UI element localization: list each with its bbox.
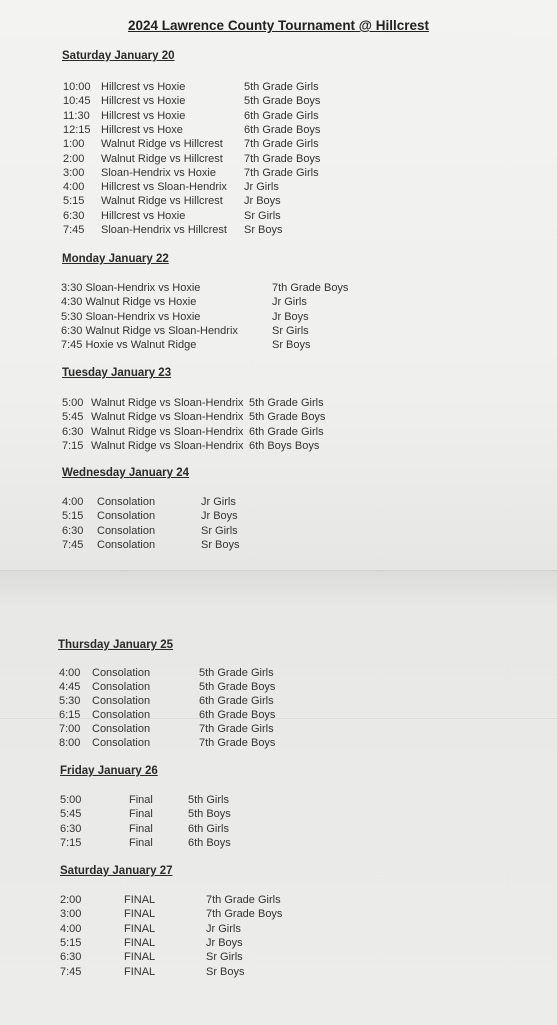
game-matchup: Final xyxy=(129,836,153,849)
game-time: 6:30 xyxy=(63,209,85,222)
game-matchup: Walnut Ridge vs Hillcrest xyxy=(101,138,223,151)
game-division: Sr Girls xyxy=(201,524,238,537)
game-division: Jr Boys xyxy=(206,936,243,949)
game-division: 7th Grade Boys xyxy=(206,908,283,921)
game-time: 10:00 xyxy=(63,81,91,93)
game-matchup: Sloan-Hendrix vs Hoxie xyxy=(101,166,216,179)
game-matchup: Consolation xyxy=(92,737,151,749)
game-time: 11:30 xyxy=(63,109,90,122)
game-matchup: FINAL xyxy=(124,894,156,906)
game-matchup: Walnut Ridge vs Sloan-Hendrix xyxy=(91,411,244,424)
game-matchup: Walnut Ridge vs Hillcrest xyxy=(101,195,223,208)
game-division: 6th Grade Girls xyxy=(199,695,274,707)
game-matchup: Consolation xyxy=(92,723,151,735)
game-matchup: FINAL xyxy=(124,965,156,978)
game-matchup: Consolation xyxy=(92,709,151,721)
game-time-matchup: 4:30 Walnut Ridge vs Hoxie xyxy=(61,296,197,309)
game-time-matchup: 6:30 Walnut Ridge vs Sloan-Hendrix xyxy=(61,324,238,337)
game-time: 4:45 xyxy=(59,681,81,693)
game-matchup: FINAL xyxy=(124,951,156,964)
game-division: Sr Boys xyxy=(244,224,283,236)
game-matchup: Consolation xyxy=(92,667,151,679)
game-time: 12:15 xyxy=(63,123,91,136)
game-time: 6:30 xyxy=(62,524,84,537)
game-division: 6th Boys xyxy=(188,836,231,849)
game-time: 7:45 xyxy=(63,224,85,236)
game-matchup: Walnut Ridge vs Hillcrest xyxy=(101,152,223,165)
game-matchup: Consolation xyxy=(92,681,151,693)
day-heading: Thursday January 25 xyxy=(58,639,174,651)
game-time: 5:45 xyxy=(60,808,82,821)
game-time: 7:45 xyxy=(62,538,84,551)
game-time: 7:15 xyxy=(60,836,82,849)
game-matchup: Hillcrest vs Hoxe xyxy=(101,123,183,136)
game-division: Sr Girls xyxy=(244,209,281,222)
game-division: Jr Girls xyxy=(201,496,236,508)
game-time: 5:30 xyxy=(59,695,81,707)
game-division: 7th Grade Girls xyxy=(244,166,319,179)
game-time: 8:00 xyxy=(59,737,81,749)
game-division: 6th Grade Boys xyxy=(199,709,276,721)
game-matchup: Walnut Ridge vs Sloan-Hendrix xyxy=(91,397,244,409)
game-division: Jr Girls xyxy=(206,922,241,935)
game-time-matchup: 3:30 Sloan-Hendrix vs Hoxie xyxy=(61,282,201,294)
game-division: 7th Grade Girls xyxy=(206,894,281,906)
game-matchup: Consolation xyxy=(97,510,156,523)
game-time: 5:00 xyxy=(60,794,82,806)
day-heading: Friday January 26 xyxy=(60,765,158,777)
game-division: Sr Boys xyxy=(272,339,311,352)
game-matchup: Consolation xyxy=(97,538,156,551)
game-division: Sr Boys xyxy=(201,538,240,551)
game-time: 7:00 xyxy=(59,723,81,735)
game-division: 5th Grade Girls xyxy=(244,81,319,93)
game-division: 7th Grade Boys xyxy=(199,737,276,749)
game-matchup: Sloan-Hendrix vs Hillcrest xyxy=(101,224,227,236)
game-division: 5th Grade Boys xyxy=(249,411,326,424)
game-division: 6th Grade Girls xyxy=(244,109,319,122)
game-time: 3:00 xyxy=(63,166,85,179)
document-title: 2024 Lawrence County Tournament @ Hillcrest xyxy=(128,18,429,33)
game-division: 7th Grade Boys xyxy=(244,152,321,165)
game-division: Sr Boys xyxy=(206,965,245,978)
game-division: Jr Boys xyxy=(244,195,281,208)
game-matchup: FINAL xyxy=(124,922,156,935)
game-time: 6:30 xyxy=(60,822,82,835)
game-matchup: FINAL xyxy=(124,908,156,921)
game-matchup: Final xyxy=(129,794,153,806)
game-time: 6:30 xyxy=(60,951,82,964)
game-division: 5th Boys xyxy=(188,808,231,821)
game-division: 5th Girls xyxy=(188,794,229,806)
game-division: 6th Grade Girls xyxy=(249,425,324,438)
day-heading: Tuesday January 23 xyxy=(62,367,172,379)
day-heading: Saturday January 20 xyxy=(62,50,175,62)
game-matchup: Final xyxy=(129,808,153,821)
game-division: 7th Grade Girls xyxy=(199,723,274,735)
game-matchup: Consolation xyxy=(97,496,156,508)
game-division: 6th Girls xyxy=(188,822,229,835)
day-heading: Wednesday January 24 xyxy=(62,467,189,479)
game-time: 2:00 xyxy=(63,152,85,165)
game-time: 7:15 xyxy=(62,439,84,452)
game-matchup: Final xyxy=(129,822,153,835)
game-time: 5:00 xyxy=(62,397,84,409)
game-time: 10:45 xyxy=(63,95,91,108)
game-time: 5:45 xyxy=(62,411,84,424)
game-division: 6th Boys Boys xyxy=(249,439,320,452)
game-time: 4:00 xyxy=(60,922,82,935)
paper-crease xyxy=(0,718,557,719)
game-division: Sr Girls xyxy=(272,324,309,337)
game-matchup: Hillcrest vs Hoxie xyxy=(101,109,186,122)
game-matchup: FINAL xyxy=(124,936,156,949)
game-matchup: Hillcrest vs Hoxie xyxy=(101,95,186,108)
game-time: 5:15 xyxy=(62,510,84,523)
game-time: 5:15 xyxy=(60,936,82,949)
game-time-matchup: 5:30 Sloan-Hendrix vs Hoxie xyxy=(61,310,201,323)
game-division: 7th Grade Girls xyxy=(244,138,319,151)
game-division: Jr Boys xyxy=(201,510,238,523)
game-division: 7th Grade Boys xyxy=(272,282,349,294)
game-matchup: Hillcrest vs Sloan-Hendrix xyxy=(101,181,227,194)
game-matchup: Hillcrest vs Hoxie xyxy=(101,209,186,222)
game-time: 6:30 xyxy=(62,425,84,438)
game-division: 5th Grade Boys xyxy=(244,95,321,108)
game-division: 5th Grade Boys xyxy=(199,681,276,693)
game-division: 5th Grade Girls xyxy=(199,667,274,679)
game-matchup: Consolation xyxy=(97,524,156,537)
game-division: 6th Grade Boys xyxy=(244,123,321,136)
day-heading: Monday January 22 xyxy=(62,253,169,265)
game-time: 2:00 xyxy=(60,894,82,906)
game-division: 5th Grade Girls xyxy=(249,397,324,409)
game-time: 6:15 xyxy=(59,709,81,721)
game-time: 3:00 xyxy=(60,908,82,921)
game-time: 4:00 xyxy=(59,667,81,679)
game-time-matchup: 7:45 Hoxie vs Walnut Ridge xyxy=(61,339,197,352)
game-time: 5:15 xyxy=(63,195,85,208)
game-time: 1:00 xyxy=(63,138,85,151)
game-division: Jr Boys xyxy=(272,310,309,323)
game-time: 7:45 xyxy=(60,965,82,978)
game-matchup: Hillcrest vs Hoxie xyxy=(101,81,186,93)
game-division: Jr Girls xyxy=(244,181,279,194)
game-time: 4:00 xyxy=(62,496,84,508)
game-matchup: Walnut Ridge vs Sloan-Hendrix xyxy=(91,425,244,438)
game-division: Sr Girls xyxy=(206,951,243,964)
day-heading: Saturday January 27 xyxy=(60,865,173,877)
game-division: Jr Girls xyxy=(272,296,307,309)
game-matchup: Walnut Ridge vs Sloan-Hendrix xyxy=(91,439,244,452)
game-time: 4:00 xyxy=(63,181,85,194)
game-matchup: Consolation xyxy=(92,695,151,707)
